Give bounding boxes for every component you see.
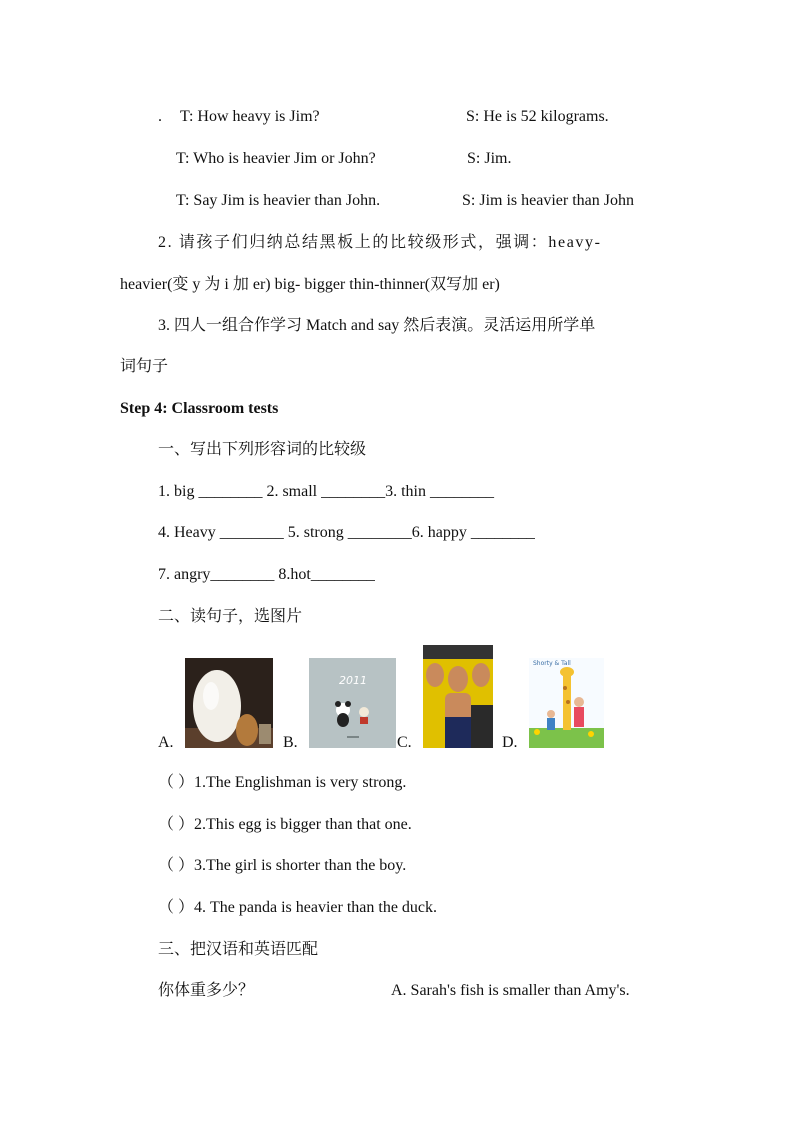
option-b-label: B. [283, 734, 298, 751]
part1-row2: 4. Heavy ________ 5. strong ________6. happy ________ [158, 524, 535, 541]
dialogue-line1-student: S: He is 52 kilograms. [466, 108, 609, 125]
part1-row3: 7. angry________ 8.hot________ [158, 566, 375, 583]
part3-left-item: 你体重多少？ [158, 982, 255, 999]
question-2: （ ）2.This egg is bigger than that one. [158, 816, 412, 833]
dialogue-prefix: . [158, 108, 162, 125]
step3-item2-line2: heavier(变 y 为 i 加 er) big- bigger thin-thinner(双写加 er) [120, 276, 500, 293]
dialogue-line1-teacher: T: How heavy is Jim? [180, 108, 320, 125]
question-3: （ ）3.The girl is shorter than the boy. [158, 857, 407, 874]
b-image-text: 2011 [339, 674, 367, 687]
dialogue-line3-teacher: T: Say Jim is heavier than John. [176, 192, 381, 209]
part3-title: 三、把汉语和英语匹配 [158, 941, 319, 958]
step3-item3-line1: 3. 四人一组合作学习 Match and say 然后表演。灵活运用所学单 [158, 317, 596, 334]
part1-row1: 1. big ________ 2. small ________3. thin ________ [158, 483, 494, 500]
dialogue-line2-student: S: Jim. [467, 150, 512, 167]
step3-item3-line2: 词句子 [120, 358, 169, 375]
strongman-image [423, 645, 493, 748]
question-1: （ ）1.The Englishman is very strong. [158, 774, 407, 791]
d-image-text: Shorty & Tall [533, 660, 571, 667]
step4-heading: Step 4: Classroom tests [120, 400, 279, 417]
option-d-label: D. [502, 734, 518, 751]
egg-icon [185, 658, 273, 748]
dialogue-line2-teacher: T: Who is heavier Jim or John? [176, 150, 376, 167]
panda-duck-image [309, 658, 396, 748]
part2-title: 二、读句子，选图片 [158, 608, 303, 625]
giraffe-children-icon [529, 658, 604, 748]
part1-title: 一、写出下列形容词的比较级 [158, 441, 367, 458]
egg-image [185, 658, 273, 748]
giraffe-children-image [529, 658, 604, 748]
dialogue-line3-student: S: Jim is heavier than John [462, 192, 634, 209]
question-4: （ ）4. The panda is heavier than the duck. [158, 899, 438, 916]
part3-right-item: A. Sarah's fish is smaller than Amy's. [391, 982, 630, 999]
step3-item2-line1: 2. 请孩子们归纳总结黑板上的比较级形式，强调：heavy- [158, 234, 602, 251]
panda-duck-icon [309, 658, 396, 748]
option-a-label: A. [158, 734, 174, 751]
strongman-icon [423, 645, 493, 748]
option-c-label: C. [397, 734, 412, 751]
